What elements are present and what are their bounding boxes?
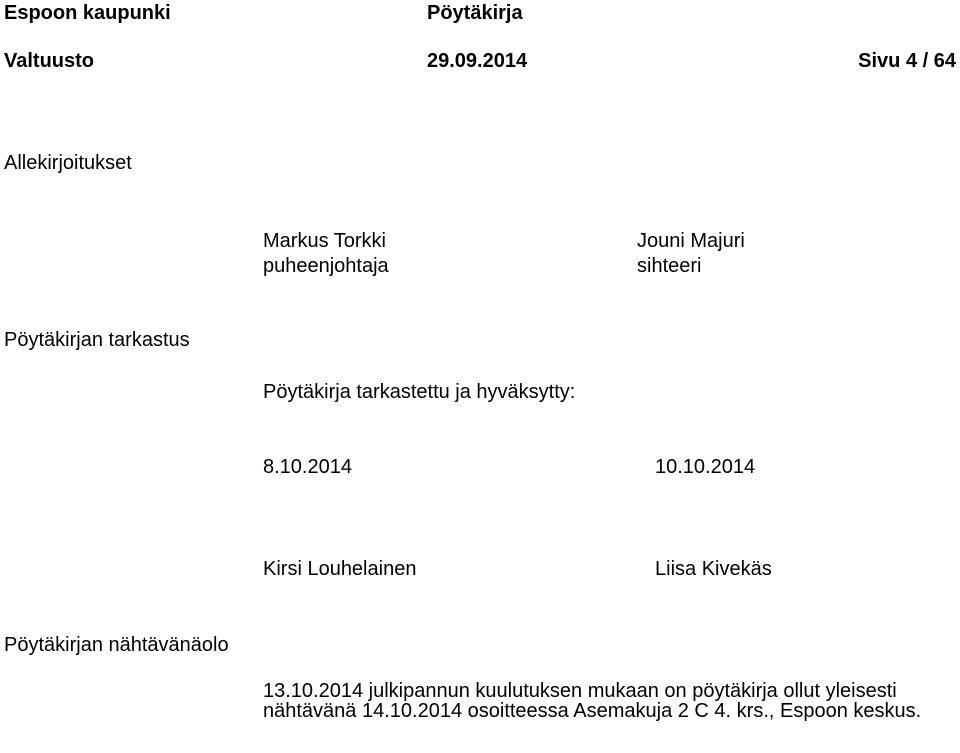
display-heading: Pöytäkirjan nähtävänäolo [4,634,229,656]
chair-role: puheenjohtaja [263,255,389,277]
review-heading: Pöytäkirjan tarkastus [4,329,190,351]
organization-name: Espoon kaupunki [4,2,171,24]
page-number: Sivu 4 / 64 [858,50,956,72]
review-statement: Pöytäkirja tarkastettu ja hyväksytty: [263,381,576,403]
reviewer-1-name: Kirsi Louhelainen [263,558,417,580]
review-date-2: 10.10.2014 [655,456,756,478]
meeting-date: 29.09.2014 [427,50,528,72]
document-type: Pöytäkirja [427,2,523,24]
body-name: Valtuusto [4,50,95,72]
review-date-1: 8.10.2014 [263,456,352,478]
secretary-role: sihteeri [637,255,702,277]
chair-name: Markus Torkki [263,230,386,252]
signatures-heading: Allekirjoitukset [4,152,132,174]
secretary-name: Jouni Majuri [637,230,745,252]
reviewer-2-name: Liisa Kivekäs [655,558,772,580]
display-text: 13.10.2014 julkipannun kuulutuksen mukaan on pöytäkirja ollut yleisesti nähtävänä 14.10.2014 osoitteessa Asemakuja 2 C 4. krs., Espoon keskus. [263,680,922,722]
